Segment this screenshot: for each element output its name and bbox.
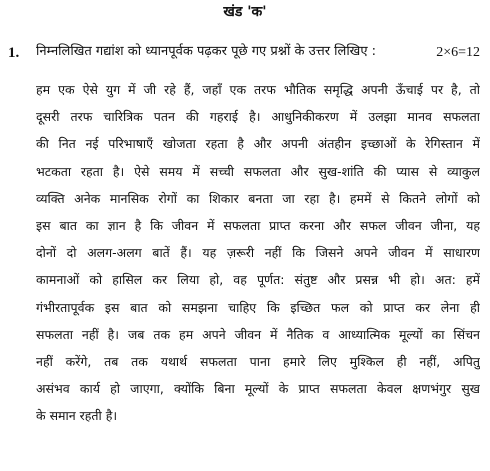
passage bbox=[36, 76, 480, 429]
passage-line: के समान रहती है। bbox=[36, 408, 118, 424]
passage-line: भटकता रहता है। ऐसे समय में सच्ची सफलता और सुख-शांति की प्यास से व्याकुल bbox=[36, 163, 480, 179]
passage-line: असंभव कार्य हो जाएगा, क्योंकि बिना मूल्यों के प्राप्त सफलता केवल क्षणभंगुर सुख bbox=[36, 381, 480, 397]
question-marks: 2×6=12 bbox=[436, 45, 480, 60]
passage-line: हम एक ऐसे युग में जी रहे हैं, जहाँ एक तरफ भौतिक समृद्धि अपनी ऊँचाई पर है, तो bbox=[36, 82, 480, 97]
passage-line: दोनों दो अलग-अलग बातें हैं। यह ज़रूरी नहीं कि जिसने अपने जीवन में साधारण bbox=[36, 245, 480, 261]
passage-line: नहीं करेंगे, तब तक यथार्थ सफलता पाना हमारे लिए मुश्किल ही नहीं, अपितु bbox=[36, 353, 480, 369]
question-prompt: निम्नलिखित गद्यांश को ध्यानपूर्वक पढ़कर पूछे गए प्रश्नों के उत्तर लिखिए : bbox=[36, 44, 377, 59]
passage-line: की नित नई परिभाषाएँ खोजता रहता है और अपनी अंतहीन इच्छाओं के रेगिस्तान में bbox=[36, 136, 480, 152]
passage-line: सफलता नहीं है। जब तक हम अपने जीवन में नैतिक व आध्यात्मिक मूल्यों का सिंचन bbox=[36, 326, 480, 342]
section-heading: खंड 'क' bbox=[223, 4, 267, 20]
passage-line: दूसरी तरफ चारित्रिक पतन की गहराई है। आधुनिकीकरण में उलझा मानव सफलता bbox=[36, 109, 480, 125]
passage-line: कामनाओं को हासिल कर लिया हो, वह पूर्णत: संतुष्ट और प्रसन्न भी हो। अत: हमें bbox=[36, 272, 480, 288]
passage-line: गंभीरतापूर्वक इस बात को समझना चाहिए कि इच्छित फल को प्राप्त कर लेना ही bbox=[36, 299, 480, 315]
passage-line: व्यक्ति अनेक मानसिक रोगों का शिकार बनता जा रहा है। हममें से कितने लोगों को bbox=[36, 190, 480, 206]
passage-line: इस बात का ज्ञान है कि जीवन में सफलता प्राप्त करना और सफल जीवन जीना, यह bbox=[36, 217, 480, 233]
question-number: 1. bbox=[8, 45, 20, 61]
